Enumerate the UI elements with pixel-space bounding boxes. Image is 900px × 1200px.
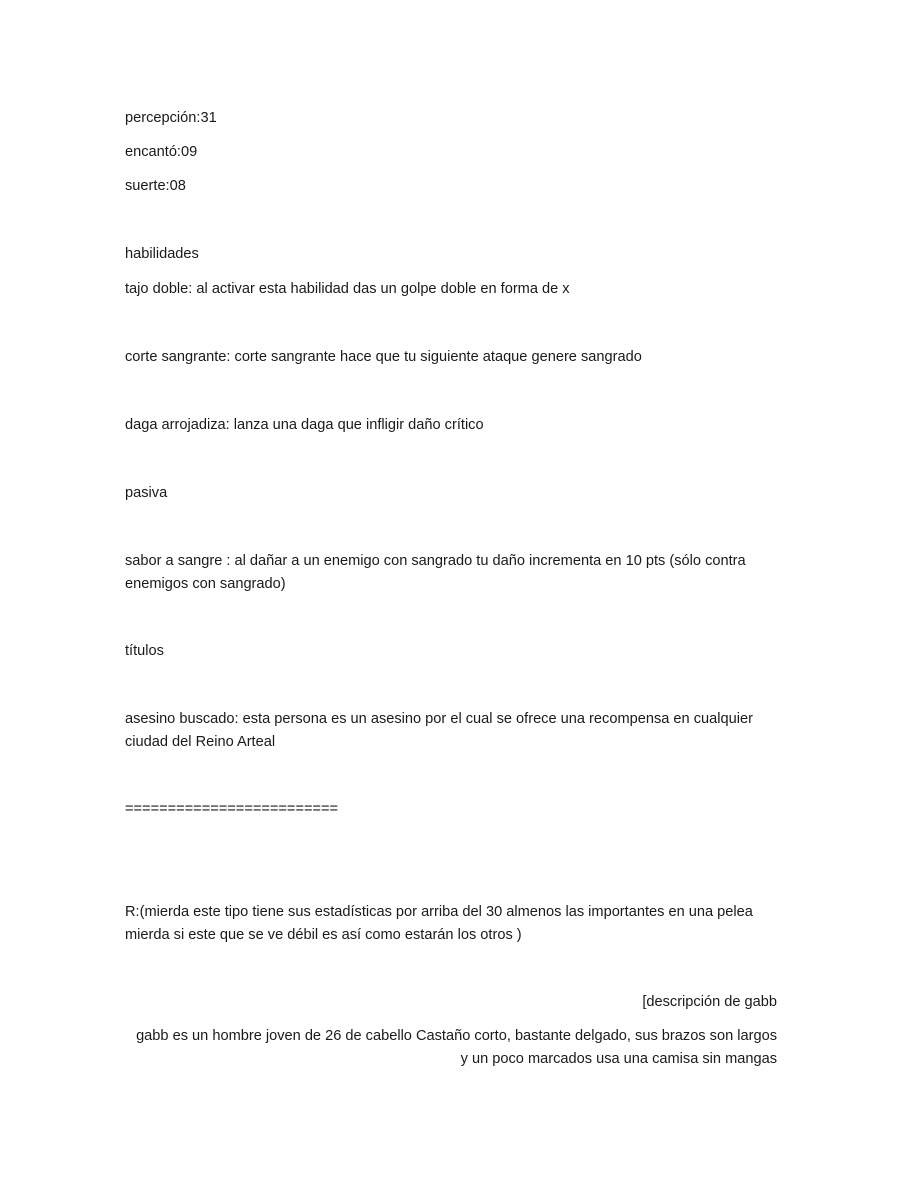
description-line-1: gabb es un hombre joven de 26 de cabello Castaño corto, bastante delgado, sus brazos son largos xyxy=(136,1028,777,1044)
titulo-line-1: asesino buscado: esta persona es un asesino por el cual se ofrece una recompensa en cualquier xyxy=(125,711,753,727)
stat-percepcion: percepción:31 xyxy=(125,110,217,126)
reaction-line-1: R:(mierda este tipo tiene sus estadísticas por arriba del 30 almenos las importantes en una pelea xyxy=(125,904,753,920)
skill-daga-arrojadiza: daga arrojadiza: lanza una daga que infligir daño crítico xyxy=(125,417,484,433)
pasiva-line-2: enemigos con sangrado) xyxy=(125,576,286,592)
stat-suerte: suerte:08 xyxy=(125,178,186,194)
skill-corte-sangrante: corte sangrante: corte sangrante hace que tu siguiente ataque genere sangrado xyxy=(125,349,642,365)
description-heading: [descripción de gabb xyxy=(642,994,777,1010)
titulo-line-2: ciudad del Reino Arteal xyxy=(125,734,276,750)
pasiva-heading: pasiva xyxy=(125,485,168,501)
pasiva-line-1: sabor a sangre : al dañar a un enemigo con sangrado tu daño incrementa en 10 pts (sólo contra xyxy=(125,553,746,569)
description-line-2: y un poco marcados usa una camisa sin mangas xyxy=(460,1051,777,1067)
reaction-line-2: mierda si este que se ve débil es así como estarán los otros ) xyxy=(125,927,522,943)
stat-encanto: encantó:09 xyxy=(125,144,198,160)
titulos-heading: títulos xyxy=(125,643,164,659)
habilidades-heading: habilidades xyxy=(125,246,199,262)
separator: ========================= xyxy=(125,801,339,817)
skill-tajo-doble: tajo doble: al activar esta habilidad das un golpe doble en forma de x xyxy=(125,281,570,297)
